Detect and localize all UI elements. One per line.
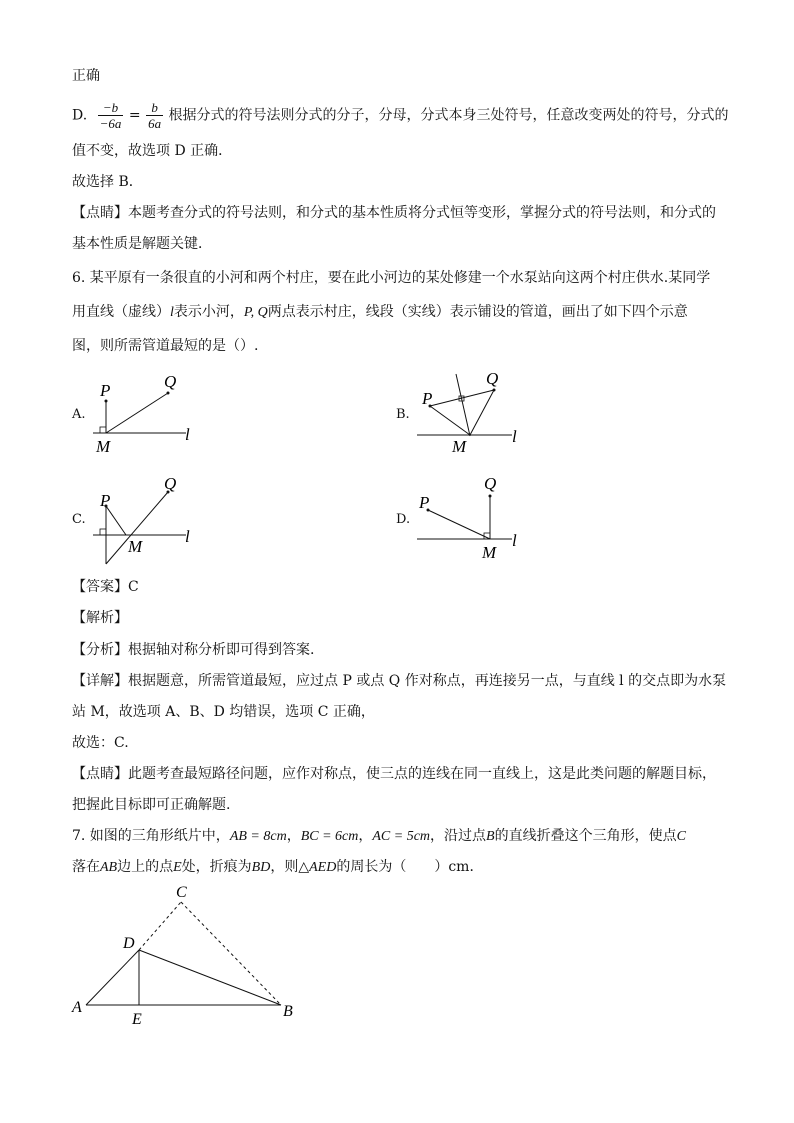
q8-AED: AED xyxy=(309,860,337,875)
diagram-b xyxy=(414,366,538,458)
label-m: M xyxy=(128,537,143,556)
q8-BD: BD xyxy=(251,860,271,875)
label-l: l xyxy=(512,427,517,446)
line-8 xyxy=(72,302,688,323)
label-p: P xyxy=(100,381,111,400)
diagram-c xyxy=(88,470,212,570)
label-p: P xyxy=(422,389,433,408)
q8-c: 处，折痕为 xyxy=(181,859,252,875)
dianjing-line-1: 【点睛】此题考查最短路径问题，应作对称点，使三点的连线在同一直线上，这是此类问题的解题目标， xyxy=(72,766,716,782)
q7-c: 的直线折叠这个三角形，使点 xyxy=(494,828,677,844)
line-8-l: l xyxy=(170,305,174,320)
fraction-1-denominator: −6a xyxy=(99,116,122,131)
q7-sep2: ， xyxy=(358,828,373,844)
line-2 xyxy=(72,100,729,134)
label-l: l xyxy=(185,527,190,546)
label-q: Q xyxy=(486,369,499,388)
label-a: A xyxy=(72,999,82,1016)
detail-line-1: 【详解】根据题意，所需管道最短，应过点 P 或点 Q 作对称点，再连接另一点，与直线 l 的交点即为水泵 xyxy=(72,673,727,689)
label-m: M xyxy=(96,437,111,456)
label-b: B xyxy=(283,1003,293,1020)
analysis-label: 【解析】 xyxy=(72,610,128,626)
fraction-2-denominator: 6a xyxy=(148,116,162,131)
label-e: E xyxy=(132,1011,142,1028)
label-m: M xyxy=(452,437,467,456)
line-4: 故选择 B． xyxy=(72,174,143,190)
q7-line-1 xyxy=(72,826,686,847)
line-2-text: 根据分式的符号法则分式的分子，分母，分式本身三处符号，任意改变两处的符号，分式的 xyxy=(168,107,729,124)
fraction-1 xyxy=(98,100,124,131)
line-1: 正确 xyxy=(72,68,100,84)
q8-d: ，则△ xyxy=(270,859,310,875)
line-8-b: 表示小河， xyxy=(173,304,244,320)
q7-bc: BC = 6cm xyxy=(300,829,359,844)
dianjing-line-2: 把握此目标即可正确解题. xyxy=(72,797,231,813)
option-d-prefix: D. xyxy=(72,107,88,124)
line-3: 值不变，故选项 D 正确． xyxy=(72,143,233,159)
q7-line-2 xyxy=(72,857,483,878)
q8-E: E xyxy=(173,860,182,875)
fraction-1-numerator: −b xyxy=(98,100,124,116)
label-c: C xyxy=(176,884,187,901)
line-9: 图，则所需管道最短的是（）. xyxy=(72,338,259,354)
line-8-a: 用直线（虚线） xyxy=(72,304,170,320)
label-d: D xyxy=(123,935,135,952)
q7-C: C xyxy=(676,829,686,844)
label-l: l xyxy=(185,425,190,444)
q7-b: ，沿过点 xyxy=(430,828,487,844)
option-b-label: B. xyxy=(396,407,410,422)
q7-a: 7. 如图的三角形纸片中， xyxy=(72,828,230,844)
q8-AB: AB xyxy=(100,860,118,875)
q8-a: 落在 xyxy=(72,859,100,875)
q7-sep1: ， xyxy=(286,828,301,844)
therefore-line: 故选：C. xyxy=(72,735,129,751)
label-q: Q xyxy=(484,474,497,493)
option-d-label: D. xyxy=(396,512,411,527)
fenxi-line: 【分析】根据轴对称分析即可得到答案. xyxy=(72,642,315,658)
equals-sign: = xyxy=(128,107,141,124)
fraction-2-numerator: b xyxy=(146,100,163,116)
line-5: 【点睛】本题考查分式的符号法则，和分式的基本性质将分式恒等变形，掌握分式的符号法则，和分式的 xyxy=(72,205,716,221)
line-8-c: 两点表示村庄，线段（实线）表示铺设的管道，画出了如下四个示意 xyxy=(267,304,688,320)
label-q: Q xyxy=(164,372,177,391)
fraction-2 xyxy=(146,100,163,131)
q8-b: 边上的点 xyxy=(117,859,174,875)
option-a-label: A. xyxy=(72,407,86,422)
label-p: P xyxy=(419,493,430,512)
option-c-label: C. xyxy=(72,512,86,527)
diagram-a xyxy=(88,368,208,458)
q7-B: B xyxy=(486,829,495,844)
label-p: P xyxy=(100,491,111,510)
answer-label: 【答案】C xyxy=(72,579,139,595)
line-6: 基本性质是解题关键． xyxy=(72,236,212,252)
q8-e: 的周长为（ ）cm． xyxy=(336,859,484,875)
line-7: 6. 某平原有一条很直的小河和两个村庄，要在此小河边的某处修建一个水泵站向这两个村庄供水.某同学 xyxy=(72,270,711,286)
q7-ac: AC = 5cm xyxy=(372,829,431,844)
label-m: M xyxy=(482,543,497,562)
line-8-pq: P, Q xyxy=(243,305,268,320)
label-q: Q xyxy=(164,474,177,493)
label-l: l xyxy=(512,531,517,550)
triangle-figure xyxy=(66,880,306,1030)
detail-line-2: 站 M，故选项 A、B、D 均错误，选项 C 正确， xyxy=(72,704,375,720)
q7-ab: AB = 8cm xyxy=(229,829,287,844)
diagram-d xyxy=(414,470,538,566)
